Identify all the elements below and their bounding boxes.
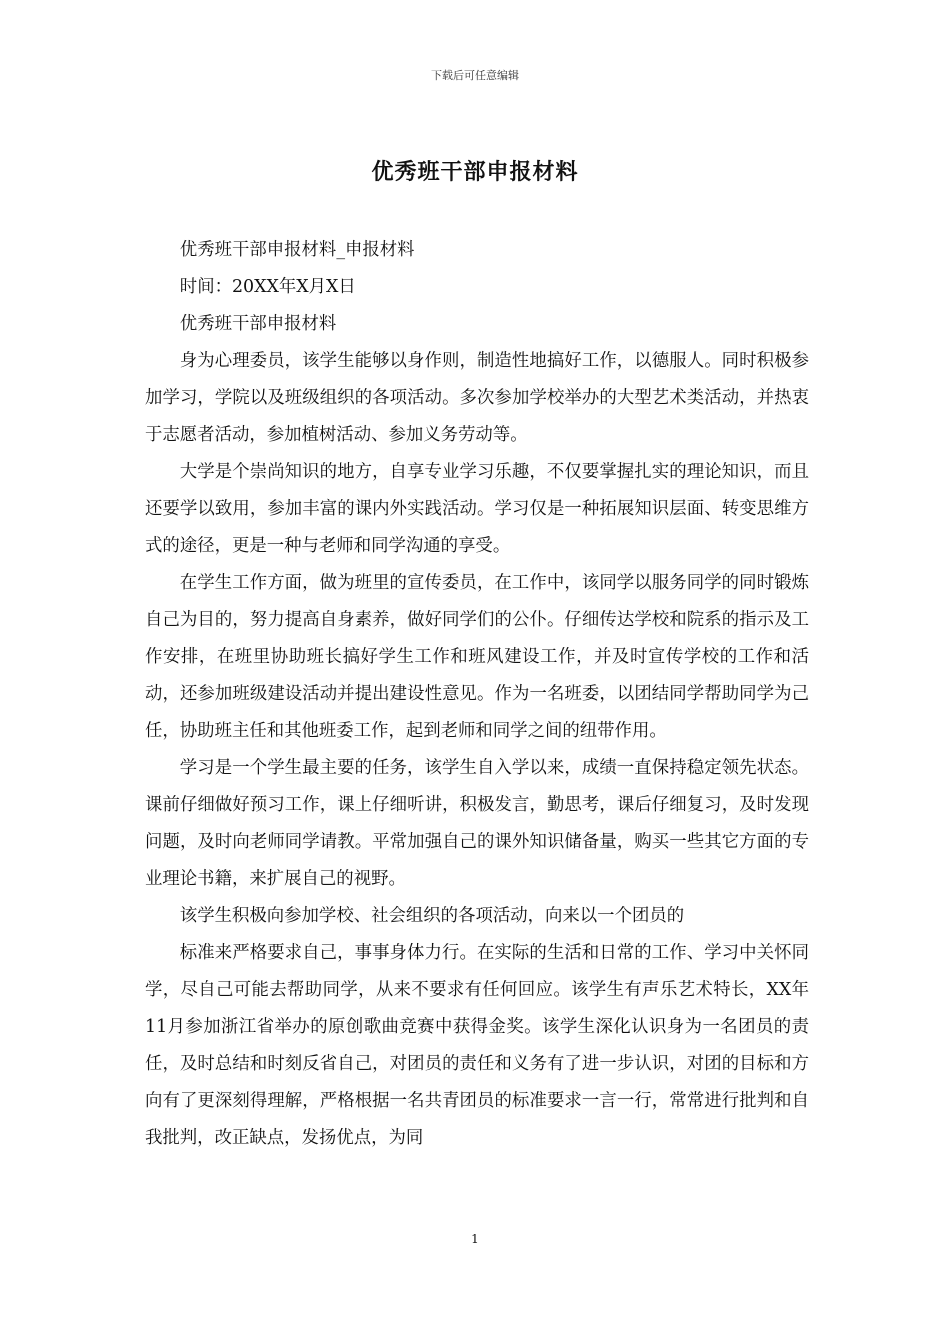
subtitle-line: 优秀班干部申报材料_申报材料	[179, 240, 415, 260]
paragraph: 在学生工作方面，做为班里的宣传委员，在工作中，该同学以服务同学的同时锻炼自己为目的，努力提高自身素养，做好同学们的公仆。仔细传达学校和院系的指示及工作安排，在班里协助班长搞好学生工作和班风建设工作，并及时宣传学校的工作和活动，还参加班级建设活动并提出建设性意见。作为一名班委，以团结同学帮助同学为己任，协助班主任和其他班委工作，起到老师和同学之间的纽带作用。	[145, 573, 809, 741]
paragraph: 学习是一个学生最主要的任务，该学生自入学以来，成绩一直保持稳定领先状态。课前仔细做好预习工作，课上仔细听讲，积极发言，勤思考，课后仔细复习，及时发现问题，及时向老师同学请教。平常加强自己的课外知识储备量，购买一些其它方面的专业理论书籍，来扩展自己的视野。	[145, 758, 809, 889]
paragraph: 身为心理委员，该学生能够以身作则，制造性地搞好工作，以德服人。同时积极参加学习，学院以及班级组织的各项活动。多次参加学校举办的大型艺术类活动，并热衷于志愿者活动，参加植树活动、参加义务劳动等。	[145, 351, 809, 445]
paragraph: 标准来严格要求自己，事事身体力行。在实际的生活和日常的工作、学习中关怀同学，尽自己可能去帮助同学，从来不要求有任何回应。该学生有声乐艺术特长，XX年11月参加浙江省举办的原创歌曲竞赛中获得金奖。该学生深化认识身为一名团员的责任，及时总结和时刻反省自己，对团员的责任和义务有了进一步认识，对团的目标和方向有了更深刻得理解，严格根据一名共青团员的标准要求一言一行，常常进行批判和自我批判，改正缺点，发扬优点，为同	[145, 943, 809, 1148]
paragraph: 大学是个崇尚知识的地方，自享专业学习乐趣，不仅要掌握扎实的理论知识，而且还要学以致用，参加丰富的课内外实践活动。学习仅是一种拓展知识层面、转变思维方式的途径，更是一种与老师和同学沟通的享受。	[145, 462, 809, 556]
paragraph: 该学生积极向参加学校、社会组织的各项活动，向来以一个团员的	[179, 906, 685, 926]
page-number: 1	[471, 1232, 479, 1246]
document-body	[145, 232, 809, 1157]
page-header-note: 下载后可任意编辑	[431, 69, 519, 82]
document-title: 优秀班干部申报材料	[371, 159, 579, 185]
time-line: 时间：20XX年X月X日	[179, 277, 356, 297]
section-heading: 优秀班干部申报材料	[179, 314, 337, 334]
